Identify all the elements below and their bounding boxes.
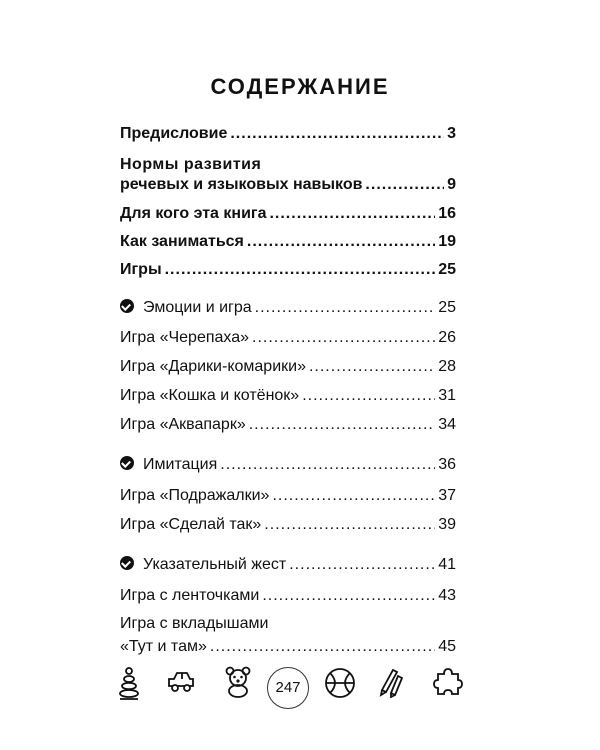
toc-entry-game-inserts[interactable] <box>120 637 456 657</box>
toc-entry-page: 45 <box>438 638 456 655</box>
pencils-icon <box>378 666 406 698</box>
toc-entry-label: Предисловие <box>120 125 228 142</box>
teddy-bear-icon <box>224 666 252 698</box>
toc-entry-label: Игра «Дарики-комарики» <box>120 358 306 375</box>
toc-entry-page: 28 <box>438 358 456 375</box>
toc-entry-label: Игры <box>120 261 162 278</box>
toc-entry-game-turtle[interactable] <box>120 328 456 348</box>
dot-leader <box>230 124 444 144</box>
dot-leader <box>365 175 444 195</box>
section-title: Эмоции и игра <box>143 299 252 316</box>
toc-entry-label: речевых и языковых навыков <box>120 176 363 193</box>
dot-leader <box>264 515 435 535</box>
toc-entry-game-aquapark[interactable] <box>120 415 456 435</box>
toc-entry-label: Игра «Аквапарк» <box>120 416 246 433</box>
toc-entry-page: 9 <box>447 176 456 193</box>
dot-leader <box>262 586 435 606</box>
dot-leader <box>252 328 435 348</box>
toc-entry-label: «Тут и там» <box>120 638 207 655</box>
toc-entry-page: 43 <box>438 587 456 604</box>
toc-entry-how-to[interactable] <box>120 232 456 252</box>
check-bullet-icon <box>120 299 134 313</box>
toc-section-pointing[interactable] <box>120 555 456 575</box>
toc-entry-label: Для кого эта книга <box>120 205 267 222</box>
toc-entry-label: Игра «Черепаха» <box>120 329 250 346</box>
dot-leader <box>272 486 435 506</box>
dot-leader <box>220 455 435 475</box>
dot-leader <box>269 204 435 224</box>
section-title: Имитация <box>143 456 218 473</box>
toc-section-emotions[interactable] <box>120 298 456 318</box>
dot-leader <box>247 232 435 252</box>
pyramid-toy-icon <box>118 666 140 702</box>
puzzle-piece-icon <box>432 666 464 698</box>
section-title: Указательный жест <box>143 556 287 573</box>
toc-entry-label <box>120 298 252 318</box>
check-bullet-icon <box>120 456 134 470</box>
ball-icon <box>323 666 357 700</box>
dot-leader <box>249 415 435 435</box>
dot-leader <box>210 637 435 657</box>
page-number: 247 <box>267 667 309 709</box>
toc-entry-label-line1: Нормы развития <box>120 156 262 173</box>
toc-entry-game-imitators[interactable] <box>120 486 456 506</box>
toc-entry-page: 25 <box>438 261 456 278</box>
toc-entry-label: Игра «Подражалки» <box>120 487 270 504</box>
toc-entry-game-do-this[interactable] <box>120 515 456 535</box>
toc-entry-page: 36 <box>438 456 456 473</box>
toc-entry-label <box>120 555 286 575</box>
dot-leader <box>289 555 435 575</box>
dot-leader <box>255 298 436 318</box>
toc-section-imitation[interactable] <box>120 455 456 475</box>
toc-entry-page: 39 <box>438 516 456 533</box>
toc-entry-page: 25 <box>438 299 456 316</box>
toc-entry-audience[interactable] <box>120 204 456 224</box>
page-title: СОДЕРЖАНИЕ <box>210 74 390 99</box>
toc-entry-page: 3 <box>447 125 456 142</box>
dot-leader <box>302 386 435 406</box>
dot-leader <box>309 357 435 377</box>
toc-entry-game-ribbons[interactable] <box>120 586 456 606</box>
toc-entry-page: 41 <box>438 556 456 573</box>
toc-entry-game-cat[interactable] <box>120 386 456 406</box>
toc-entry-page: 34 <box>438 416 456 433</box>
toc-entry-label <box>120 455 217 475</box>
toc-entry-label: Игра с ленточками <box>120 587 260 604</box>
toc-entry-page: 16 <box>438 205 456 222</box>
toc-entry-label-line1: Игра с вкладышами <box>120 615 269 632</box>
toc-entry-page: 37 <box>438 487 456 504</box>
toc-entry-norms[interactable] <box>120 175 456 195</box>
toy-car-icon <box>166 666 196 696</box>
dot-leader <box>165 260 436 280</box>
toc-entry-preface[interactable] <box>120 124 456 144</box>
toc-entry-label: Как заниматься <box>120 233 244 250</box>
toc-entry-label: Игра «Кошка и котёнок» <box>120 387 300 404</box>
toc-entry-page: 31 <box>438 387 456 404</box>
toc-entry-page: 19 <box>438 233 456 250</box>
toc-entry-label: Игра «Сделай так» <box>120 516 262 533</box>
toc-entry-games[interactable] <box>120 260 456 280</box>
toc-entry-page: 26 <box>438 329 456 346</box>
toc-entry-game-dariki[interactable] <box>120 357 456 377</box>
check-bullet-icon <box>120 556 134 570</box>
